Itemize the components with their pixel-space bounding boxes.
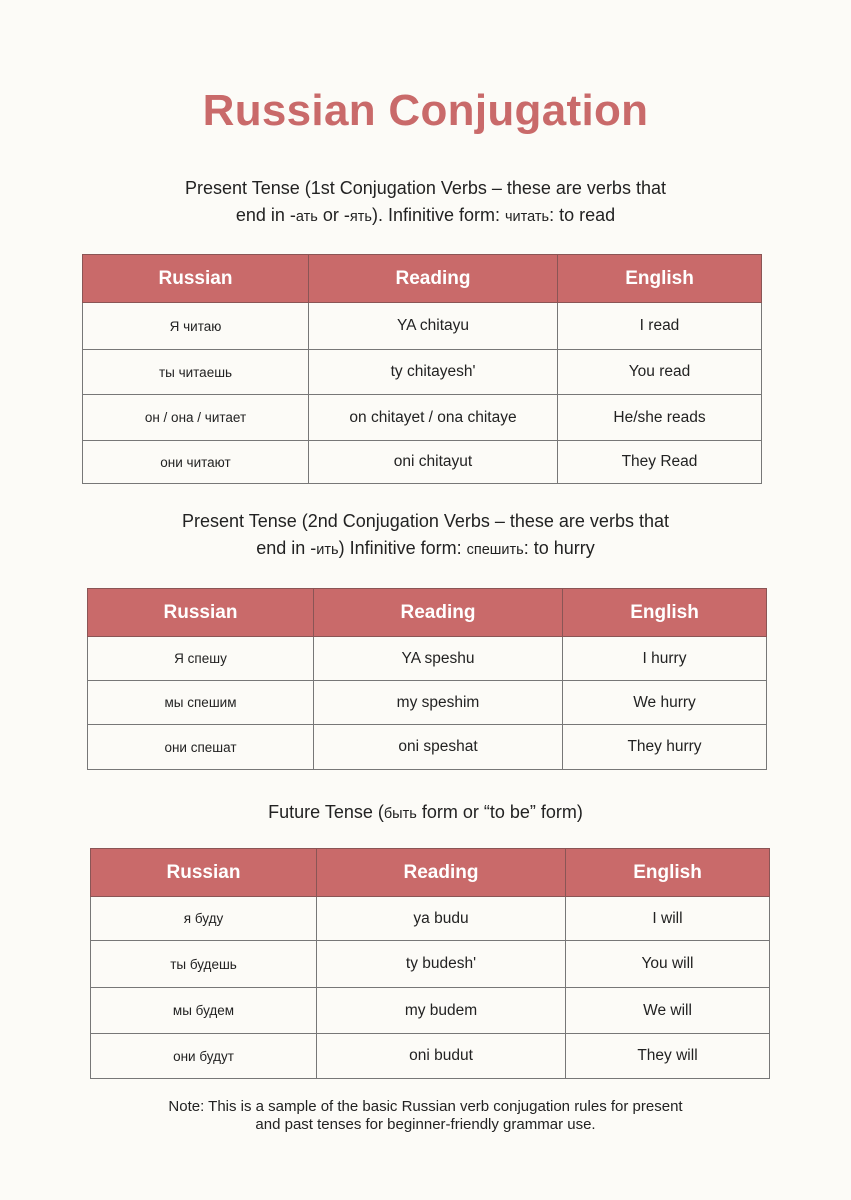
cell-reading: my speshim: [314, 681, 563, 725]
section-1-description-line2: end in -ать or -ять). Infinitive form: читать: to read: [235, 205, 616, 225]
cell-english: We hurry: [563, 681, 767, 725]
cell-russian: Я спешу: [88, 637, 314, 681]
cell-russian: они будут: [91, 1034, 317, 1079]
cell-reading: on chitayet / ona chitaye: [309, 395, 558, 441]
cell-russian: Я читаю: [83, 303, 309, 350]
cell-english: I will: [566, 897, 770, 941]
table-row: [88, 681, 767, 725]
cell-russian: мы будем: [91, 988, 317, 1034]
table-header-row: [83, 255, 762, 303]
cell-english: They Read: [558, 441, 762, 484]
footnote-line1: Note: This is a sample of the basic Russian verb conjugation rules for present: [168, 1098, 683, 1115]
cell-english: They will: [566, 1034, 770, 1079]
cell-reading: ty chitayesh': [309, 350, 558, 395]
column-header-english: English: [566, 849, 770, 897]
conjugation-table-present-1: [82, 254, 762, 484]
page-title: Russian Conjugation: [202, 86, 649, 135]
table-row: [91, 897, 770, 941]
cell-russian: они спешат: [88, 725, 314, 770]
cell-reading: YA chitayu: [309, 303, 558, 350]
table-row: [83, 350, 762, 395]
footnote: [0, 1098, 851, 1134]
table-row: [91, 1034, 770, 1079]
cell-russian: мы спешим: [88, 681, 314, 725]
cell-reading: oni chitayut: [309, 441, 558, 484]
cell-reading: oni speshat: [314, 725, 563, 770]
section-1-description-line1: Present Tense (1st Conjugation Verbs – these are verbs that: [185, 178, 666, 198]
section-2-description-line1: Present Tense (2nd Conjugation Verbs – these are verbs that: [182, 511, 669, 531]
section-2-description: [0, 508, 851, 564]
table-header-row: [88, 589, 767, 637]
table-row: [91, 988, 770, 1034]
table-header-row: [91, 849, 770, 897]
footnote-line2: and past tenses for beginner-friendly grammar use.: [255, 1116, 596, 1133]
cell-russian: я буду: [91, 897, 317, 941]
cell-russian: они читают: [83, 441, 309, 484]
cell-reading: oni budut: [317, 1034, 566, 1079]
cell-reading: ya budu: [317, 897, 566, 941]
column-header-russian: Russian: [83, 255, 309, 303]
conjugation-table-present-2: [87, 588, 767, 770]
column-header-english: English: [563, 589, 767, 637]
table-row: [88, 725, 767, 770]
cell-english: He/she reads: [558, 395, 762, 441]
cell-russian: ты читаешь: [83, 350, 309, 395]
column-header-reading: Reading: [309, 255, 558, 303]
cell-english: I hurry: [563, 637, 767, 681]
table-row: [83, 395, 762, 441]
section-3-description-line1: Future Tense (быть form or “to be” form): [268, 802, 583, 822]
cell-reading: YA speshu: [314, 637, 563, 681]
conjugation-table-future: [90, 848, 770, 1079]
cell-english: They hurry: [563, 725, 767, 770]
cell-english: You read: [558, 350, 762, 395]
cell-english: You will: [566, 941, 770, 988]
cell-reading: ty budesh': [317, 941, 566, 988]
column-header-russian: Russian: [88, 589, 314, 637]
cell-russian: ты будешь: [91, 941, 317, 988]
cell-russian: он / она / читает: [83, 395, 309, 441]
table-row: [83, 303, 762, 350]
column-header-reading: Reading: [314, 589, 563, 637]
table-row: [88, 637, 767, 681]
cell-reading: my budem: [317, 988, 566, 1034]
section-3-description: [0, 799, 851, 828]
section-2-description-line2: end in -ить) Infinitive form: спешить: to hurry: [256, 538, 595, 558]
column-header-russian: Russian: [91, 849, 317, 897]
table-row: [91, 941, 770, 988]
cell-english: I read: [558, 303, 762, 350]
section-1-description: [0, 175, 851, 231]
table-row: [83, 441, 762, 484]
column-header-english: English: [558, 255, 762, 303]
column-header-reading: Reading: [317, 849, 566, 897]
cell-english: We will: [566, 988, 770, 1034]
